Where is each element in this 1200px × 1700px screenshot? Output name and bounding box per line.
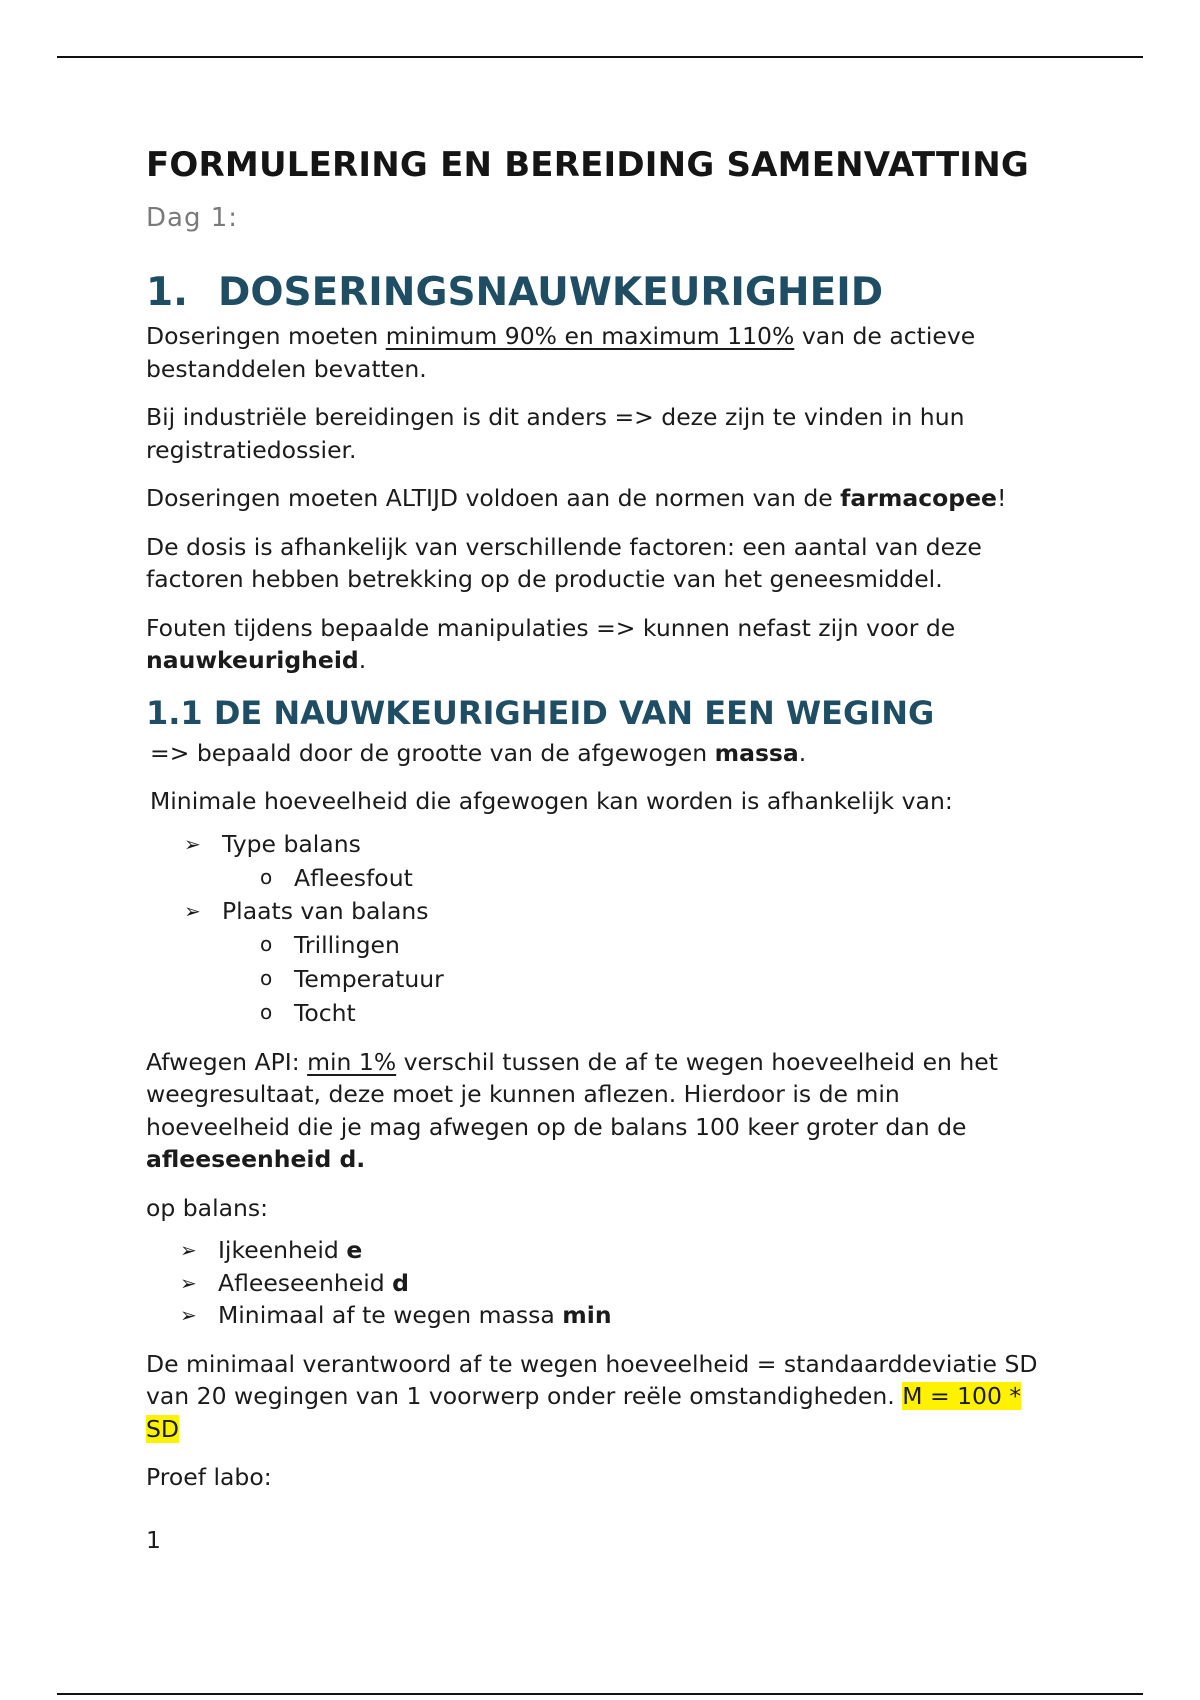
balance-factors-list <box>146 828 1046 1030</box>
paragraph-minimum-amount: Minimale hoeveelheid die afgewogen kan worden is afhankelijk van: <box>150 787 953 815</box>
text-run: Doseringen moeten ALTIJD voldoen aan de normen van de <box>146 484 841 512</box>
paragraph-dose-factors: De dosis is afhankelijk van verschillende factoren: een aantal van deze factoren hebben betrekking op de productie van het geneesmiddel. <box>146 532 982 593</box>
list-item-label: Minimaal af te wegen massa <box>218 1301 563 1329</box>
document-body <box>146 145 1046 1554</box>
paragraph-industrial: Bij industriële bereidingen is dit anders => deze zijn te vinden in hun registratiedossier. <box>146 403 965 464</box>
text-run: van de actieve bestanddelen bevatten. <box>146 322 976 383</box>
list-item-label: Afleeseenheid <box>218 1268 393 1297</box>
circle-bullet-icon: o <box>260 931 273 956</box>
text-run: verschil tussen de af te wegen hoeveelheid en het weegresultaat, deze moet je kunnen aflezen. Hierdoor is de min hoeveelheid die je mag afwegen op de balans 100 keer groter dan de <box>146 1047 998 1141</box>
section-title: DOSERINGSNAUWKEURIGHEID <box>218 270 884 315</box>
circle-bullet-icon: o <box>260 965 273 990</box>
text-run: . <box>358 646 367 674</box>
arrow-bullet-icon: ➢ <box>184 898 201 923</box>
sub-list-item-label: Temperatuur <box>294 964 444 993</box>
bold-term: d <box>392 1268 409 1297</box>
sub-list <box>222 928 1046 1030</box>
paragraph-lab-test: Proef labo: <box>146 1463 272 1491</box>
text-run: ! <box>996 484 1007 512</box>
paragraph-errors <box>146 612 1046 677</box>
list-item-label: Ijkeenheid <box>218 1236 347 1264</box>
bold-term: farmacopee <box>840 484 997 512</box>
document-subtitle: Dag 1: <box>146 203 239 233</box>
paragraph-weigh-api <box>146 1046 1046 1176</box>
bottom-rule <box>57 1693 1143 1695</box>
arrow-bullet-icon: ➢ <box>180 1270 197 1295</box>
arrow-bullet-icon: ➢ <box>180 1238 197 1262</box>
list-item <box>146 1267 1046 1300</box>
highlighted-formula: M = 100 * SD <box>146 1382 1022 1443</box>
list-item-label: Type balans <box>222 829 361 858</box>
list-item-label: Plaats van balans <box>222 896 429 925</box>
balance-units-list <box>146 1234 1046 1332</box>
sub-list <box>222 861 1046 895</box>
section-heading-1-1: 1.1 DE NAUWKEURIGHEID VAN EEN WEGING <box>146 693 935 732</box>
paragraph-dosage-range <box>146 320 1046 385</box>
circle-bullet-icon: o <box>260 864 273 889</box>
text-run: Afwegen API: <box>146 1047 308 1076</box>
paragraph-mass <box>146 737 1046 770</box>
list-item <box>146 1234 1046 1267</box>
bold-term: massa <box>714 738 799 767</box>
bold-term: e <box>346 1236 363 1264</box>
arrow-bullet-icon: ➢ <box>180 1303 197 1327</box>
list-item <box>146 828 1046 895</box>
document-title: FORMULERING EN BEREIDING SAMENVATTING <box>146 145 1030 185</box>
sub-list-item-label: Afleesfout <box>294 863 413 892</box>
bold-term: min <box>562 1301 612 1329</box>
text-run: Doseringen moeten <box>146 322 386 350</box>
underlined-term: min 1% <box>307 1047 397 1076</box>
paragraph-on-balance: op balans: <box>146 1193 269 1222</box>
sub-list-item <box>222 928 1046 962</box>
text-run: De minimaal verantwoord af te wegen hoeveelheid = standaarddeviatie SD van 20 wegingen van 1 voorwerp onder reële omstandigheden. <box>146 1349 1038 1410</box>
section-heading-1 <box>146 270 1046 316</box>
sub-list-item-label: Trillingen <box>294 930 400 959</box>
section-number: 1. <box>146 270 188 315</box>
arrow-bullet-icon: ➢ <box>184 831 201 856</box>
list-item <box>146 1299 1046 1332</box>
sub-list-item <box>222 861 1046 895</box>
text-run: => bepaald door de grootte van de afgewogen <box>150 738 715 767</box>
underlined-range: minimum 90% en maximum 110% <box>385 322 795 350</box>
paragraph-pharmacopoeia <box>146 482 1046 515</box>
page-number: 1 <box>146 1525 161 1554</box>
bold-term: afleeseenheid d. <box>146 1145 366 1173</box>
sub-list-item-label: Tocht <box>294 998 356 1027</box>
text-run: . <box>798 738 807 767</box>
list-item <box>146 895 1046 1030</box>
paragraph-standard-deviation <box>146 1348 1046 1446</box>
top-rule <box>57 56 1143 58</box>
bold-term: nauwkeurigheid <box>146 646 359 674</box>
sub-list-item <box>222 962 1046 996</box>
sub-list-item <box>222 996 1046 1030</box>
circle-bullet-icon: o <box>260 999 273 1024</box>
text-run: Fouten tijdens bepaalde manipulaties => kunnen nefast zijn voor de <box>146 613 956 642</box>
